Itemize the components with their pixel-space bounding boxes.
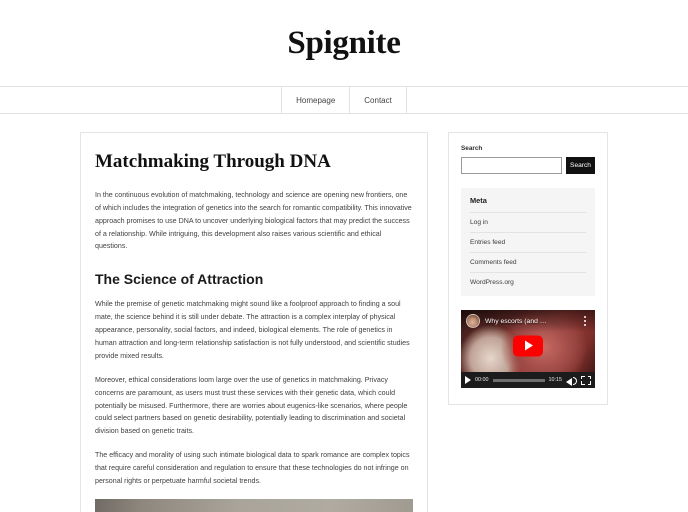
sidebar bbox=[448, 132, 608, 405]
search-input[interactable] bbox=[461, 157, 562, 174]
meta-item-log-in[interactable]: Log in bbox=[470, 212, 586, 232]
meta-item-entries-feed[interactable]: Entries feed bbox=[470, 232, 586, 252]
video-controls bbox=[461, 372, 595, 388]
primary-navigation bbox=[0, 86, 688, 114]
video-progress-bar[interactable] bbox=[493, 379, 545, 382]
meta-widget bbox=[461, 188, 595, 296]
section-heading: The Science of Attraction bbox=[95, 271, 264, 288]
site-header bbox=[0, 0, 688, 86]
video-widget bbox=[461, 310, 595, 388]
volume-icon[interactable] bbox=[566, 376, 577, 385]
meta-item-comments-feed[interactable]: Comments feed bbox=[470, 252, 586, 272]
channel-avatar-icon[interactable] bbox=[466, 314, 480, 328]
search-widget bbox=[461, 145, 595, 174]
play-icon[interactable] bbox=[465, 376, 471, 384]
search-row bbox=[461, 157, 595, 174]
meta-item-wordpress-org[interactable]: WordPress.org bbox=[470, 272, 586, 292]
search-label: Search bbox=[461, 145, 483, 152]
article-paragraph-1: In the continuous evolution of matchmaking, technology and science are opening new frontiers, one of which includes the integration of genetics into the search for romantic compatibility. This innovative approach promises to use DNA to uncover underlying biological factors that may predict the success of a relationship. While intriguing, this development also raises various scientific and ethical questions. bbox=[95, 190, 412, 251]
video-topbar bbox=[461, 310, 595, 332]
youtube-video-embed[interactable] bbox=[461, 310, 595, 388]
meta-widget-title: Meta bbox=[470, 196, 487, 205]
site-title: Spignite bbox=[287, 24, 401, 61]
meta-list bbox=[470, 212, 586, 292]
nav-item-contact[interactable]: Contact bbox=[349, 87, 407, 113]
article-photo bbox=[95, 499, 413, 512]
nav-items bbox=[281, 87, 407, 113]
search-button[interactable]: Search bbox=[566, 157, 595, 174]
article-card bbox=[80, 132, 428, 512]
video-duration: 10:15 bbox=[548, 377, 562, 383]
article-paragraph-3: Moreover, ethical considerations loom large over the use of genetics in matchmaking. Privacy concerns are paramount, as users must trust these services with their genetic data, which could potentially be misused. Furthermore, there are worries about eugenics-like scenarios, where people could select partners based on genetic desirability, potentially leading to discrimination and societal division based on genetic traits. bbox=[95, 375, 408, 436]
play-button-overlay[interactable] bbox=[513, 335, 543, 356]
page-title: Matchmaking Through DNA bbox=[95, 151, 331, 172]
video-title[interactable]: Why escorts (and … bbox=[485, 317, 547, 325]
article-paragraph-2: While the premise of genetic matchmaking might sound like a foolproof approach to finding a soul mate, the science behind it is still under debate. The attraction is a complex interplay of physical appearance, personality, social factors, and indeed, biological elements. The role of genetics in human attraction and long-term relationship satisfaction is not fully understood, and scientific studies provide mixed results. bbox=[95, 300, 410, 360]
page-body bbox=[0, 114, 688, 512]
fullscreen-icon[interactable] bbox=[581, 376, 591, 385]
nav-item-homepage[interactable]: Homepage bbox=[281, 87, 349, 113]
kebab-menu-icon[interactable] bbox=[580, 316, 590, 325]
video-current-time: 00:00 bbox=[475, 377, 489, 383]
article-paragraph-4: The efficacy and morality of using such intimate biological data to spark romance are complex topics that require careful consideration and regulation to ensure that these technologies do not infringe on personal rights or perpetuate harmful societal trends. bbox=[95, 451, 410, 486]
